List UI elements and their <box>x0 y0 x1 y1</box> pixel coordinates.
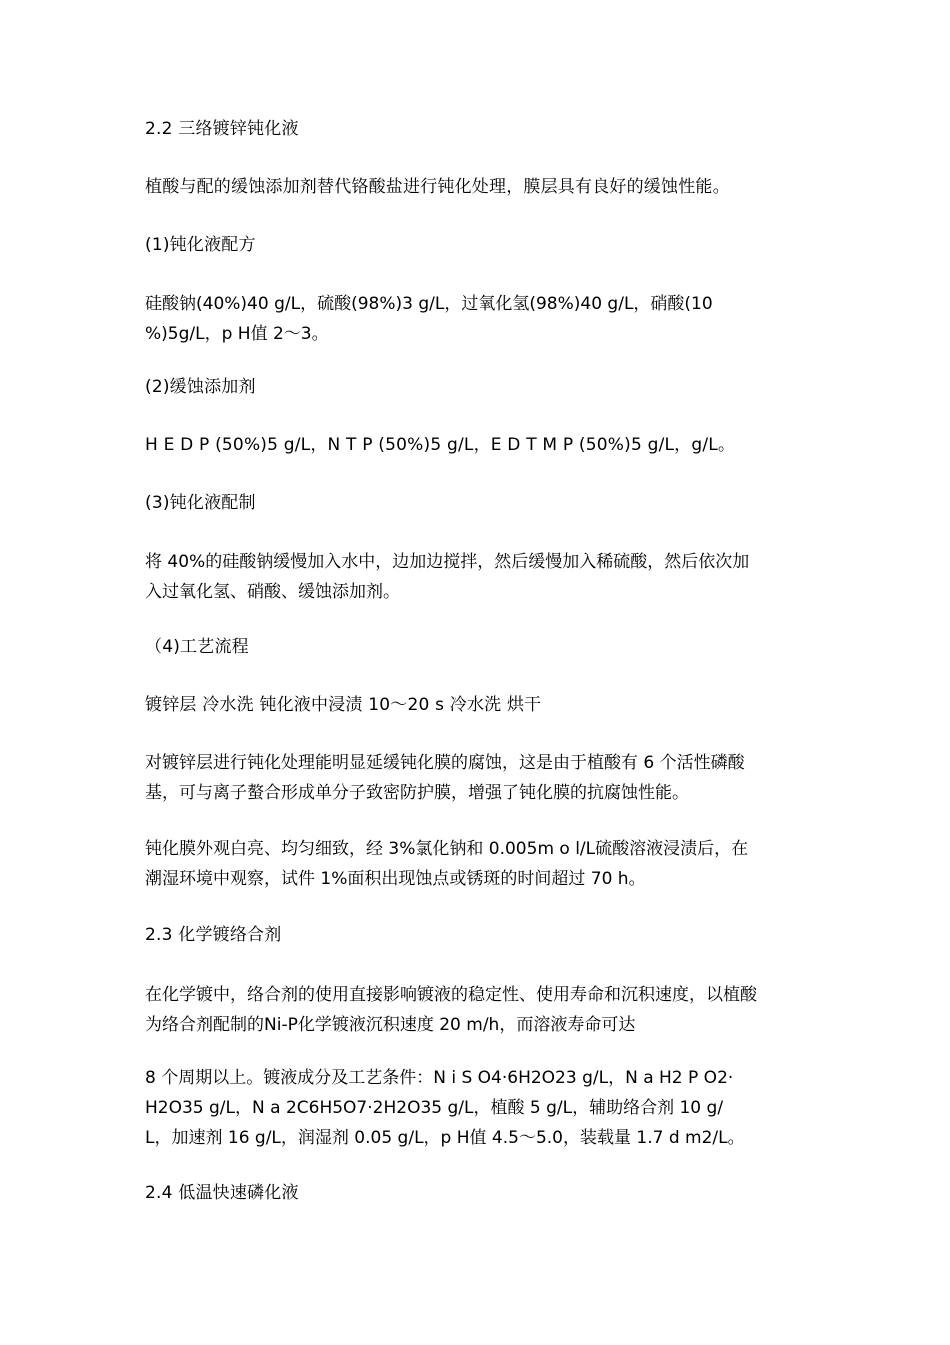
section-2-3-heading: 2.3 化学镀络合剂 <box>145 925 282 945</box>
subsection-2-title: (2)缓蚀添加剂 <box>145 377 256 397</box>
section-2-3-line: 8 个周期以上。镀液成分及工艺条件：N i S O4·6H2O23 g/L，N a H2 P O2· <box>145 1068 734 1088</box>
subsection-3-body <box>145 547 815 607</box>
subsection-1-body <box>145 289 815 349</box>
subsection-1-body-line: 硅酸钠(40%)40 g/L，硫酸(98%)3 g/L，过氧化氢(98%)40 g/L，硝酸(10 <box>145 294 713 314</box>
explanation-line: 对镀锌层进行钝化处理能明显延缓钝化膜的腐蚀，这是由于植酸有 6 个活性磷酸 <box>145 753 745 773</box>
section-2-3-body-bottom <box>145 1063 815 1153</box>
process-flow: 镀锌层 冷水洗 钝化液中浸渍 10～20 s 冷水洗 烘干 <box>145 695 542 715</box>
section-2-3-body-top <box>145 980 815 1040</box>
subsection-2-body: H E D P (50%)5 g/L，N T P (50%)5 g/L，E D T M P (50%)5 g/L，g/L。 <box>145 435 736 455</box>
section-2-3-line: H2O35 g/L，N a 2C6H5O7·2H2O35 g/L，植酸 5 g/L，辅助络合剂 10 g/ <box>145 1098 724 1118</box>
subsection-3-title: (3)钝化液配制 <box>145 493 256 513</box>
result-line: 钝化膜外观白亮、均匀细致，经 3%氯化钠和 0.005m o l/L硫酸溶液浸渍后，在 <box>145 839 749 859</box>
section-2-3-line: 为络合剂配制的Ni-P化学镀液沉积速度 20 m/h，而溶液寿命可达 <box>145 1015 636 1035</box>
subsection-3-body-line: 将 40%的硅酸钠缓慢加入水中，边加边搅拌，然后缓慢加入稀硫酸，然后依次加 <box>145 552 750 572</box>
result-line: 潮湿环境中观察，试件 1%面积出现蚀点或锈斑的时间超过 70 h。 <box>145 869 646 889</box>
section-2-3-line: L，加速剂 16 g/L，润湿剂 0.05 g/L，p H值 4.5～5.0，装载量 1.7 d m2/L。 <box>145 1128 745 1148</box>
section-2-4-heading: 2.4 低温快速磷化液 <box>145 1183 299 1203</box>
explanation-paragraph <box>145 748 815 808</box>
section-2-2-intro: 植酸与配的缓蚀添加剂替代铬酸盐进行钝化处理，膜层具有良好的缓蚀性能。 <box>145 177 730 197</box>
section-2-3-line: 在化学镀中，络合剂的使用直接影响镀液的稳定性、使用寿命和沉积速度，以植酸 <box>145 985 757 1005</box>
explanation-line: 基，可与离子螯合形成单分子致密防护膜，增强了钝化膜的抗腐蚀性能。 <box>145 783 689 803</box>
subsection-1-title: (1)钝化液配方 <box>145 235 256 255</box>
subsection-1-body-line: %)5g/L，p H值 2～3。 <box>145 324 329 344</box>
section-2-2-heading: 2.2 三络镀锌钝化液 <box>145 119 299 139</box>
subsection-4-title: （4)工艺流程 <box>145 637 249 657</box>
subsection-3-body-line: 入过氧化氢、硝酸、缓蚀添加剂。 <box>145 582 400 602</box>
result-paragraph <box>145 834 815 894</box>
